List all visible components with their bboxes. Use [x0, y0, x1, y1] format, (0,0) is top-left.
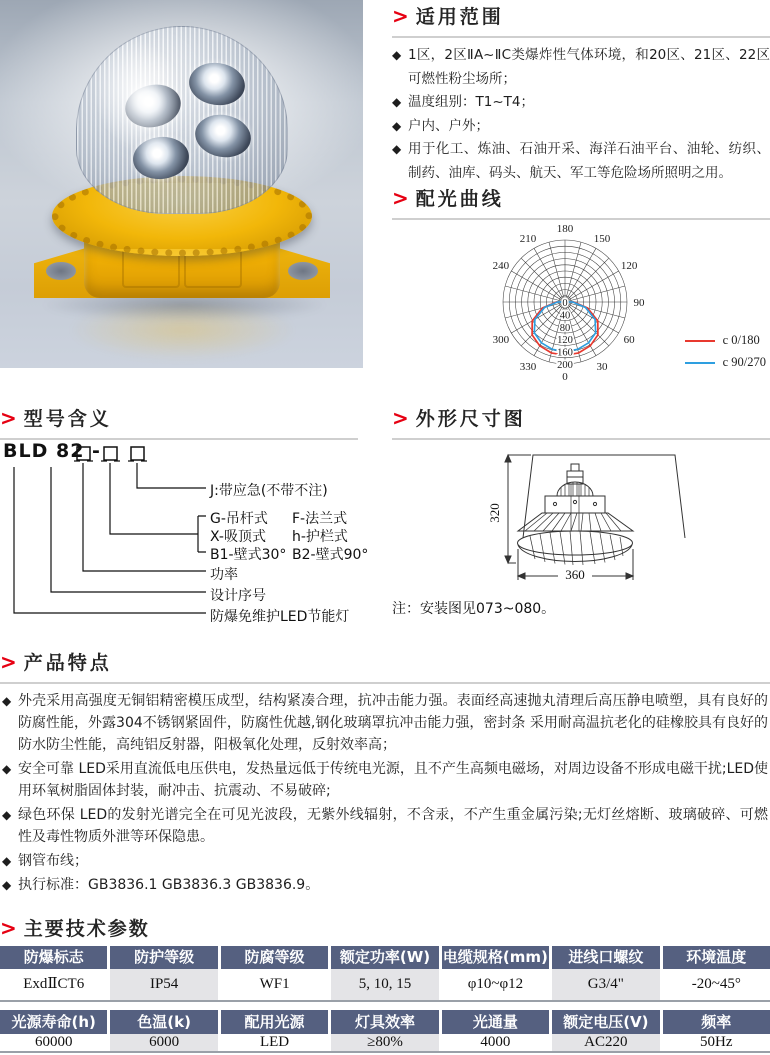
column-header: 进线口螺纹: [552, 946, 659, 969]
arrow-icon: >: [392, 406, 409, 430]
arrow-icon: >: [0, 406, 17, 430]
led-module: [186, 59, 247, 108]
features-title: 产品特点: [23, 652, 112, 674]
chart-legend: [685, 333, 766, 370]
list-item: [2, 804, 768, 848]
table-cell: LED: [259, 1034, 290, 1050]
angle-label: 180: [556, 224, 574, 235]
column-header: 环境温度: [663, 946, 770, 969]
bullet-diamond-icon: ◆: [2, 694, 12, 708]
column-header: 光源寿命(h): [0, 1010, 107, 1034]
model-code-diagram: [0, 440, 390, 645]
installation-note: 注：安装图见073~080。: [392, 601, 556, 617]
model-label-mount: B2-壁式90°: [292, 547, 369, 563]
table-cell: WF1: [259, 976, 290, 992]
model-label-mount: X-吸顶式: [210, 529, 266, 545]
model-label-mount: F-法兰式: [292, 511, 348, 527]
legend-item: [685, 333, 766, 348]
radial-tick-label: 200: [557, 360, 573, 371]
legend-line-blue: [685, 362, 715, 364]
lamp-reflection: [70, 300, 295, 360]
angle-label: 330: [519, 361, 537, 374]
spec-table-1: [0, 946, 770, 1002]
angle-label: 210: [519, 232, 537, 245]
table-header-row: [0, 1010, 770, 1034]
radial-tick-label: 120: [557, 335, 573, 347]
legend-label: c 90/270: [722, 355, 766, 369]
model-label-mount: h-护栏式: [292, 529, 348, 545]
model-title: 型号含义: [23, 408, 112, 430]
angle-label: 30: [596, 361, 608, 374]
list-item: [392, 91, 770, 115]
feature-text: 钢管布线；: [18, 853, 88, 869]
column-header: 电缆规格(mm): [442, 946, 549, 969]
section-title-scope: [392, 2, 770, 38]
scope-text: 户内、户外；: [408, 117, 489, 134]
column-header: 灯具效率: [331, 1010, 438, 1034]
features-list: [2, 690, 768, 898]
dimensions-title: 外形尺寸图: [415, 408, 526, 430]
scope-text: 用于化工、炼油、石油开采、海洋石油平台、油轮、纺织、制药、油库、码头、航天、军工等危险场所照明之用。: [408, 141, 770, 181]
scope-list: [392, 44, 770, 185]
table-cell: 60000: [34, 1034, 73, 1050]
column-header: 防护等级: [110, 946, 217, 969]
legend-line-red: [685, 340, 715, 342]
feature-text: 执行标准：GB3836.1 GB3836.3 GB3836.9。: [18, 877, 320, 893]
column-header: 频率: [663, 1010, 770, 1034]
table-value-row: [0, 1034, 770, 1051]
model-code: BLD 82 -: [3, 440, 101, 462]
table-cell: 50Hz: [700, 1034, 733, 1050]
arrow-icon: >: [392, 4, 409, 28]
bullet-diamond-icon: ◆: [392, 142, 402, 156]
bracket-hole: [288, 262, 318, 280]
list-item: [2, 874, 768, 896]
feature-text: 外壳采用高强度无铜铝精密模压成型，结构紧凑合理，抗冲击能力强。表面经高速抛丸清理后高压静电喷塑，具有良好的防腐性能，外露304不锈钢紧固件，防腐性优越,钢化玻璃罩抗冲击能力强，密封条 采用耐高温抗老化的硅橡胶具有良好的防水防尘性能，高纯铝反射器，阳极氧化处理，反射效率高；: [18, 693, 768, 753]
scope-text: 温度组别：T1~T4；: [408, 94, 534, 110]
bullet-diamond-icon: ◆: [2, 878, 12, 892]
arrow-icon: >: [0, 650, 17, 674]
angle-label: 240: [492, 260, 510, 272]
angle-label: 60: [623, 334, 635, 346]
section-title-dimensions: [392, 404, 770, 440]
angle-label: 0: [562, 371, 568, 383]
list-item: [392, 44, 770, 91]
radial-tick-label: 0: [562, 298, 568, 309]
list-item: [2, 690, 768, 756]
model-label-mount: G-吊杆式: [210, 511, 268, 527]
column-header: 色温(k): [110, 1010, 217, 1034]
arrow-icon: >: [0, 916, 17, 940]
angle-label: 90: [633, 297, 645, 309]
table-cell: ≥80%: [331, 1034, 438, 1051]
product-photo: [0, 0, 363, 368]
section-title-features: [0, 648, 770, 684]
model-label-power: 功率: [210, 567, 238, 583]
angle-label: 300: [492, 334, 510, 346]
column-header: 光通量: [442, 1010, 549, 1034]
bullet-diamond-icon: ◆: [392, 95, 402, 109]
list-item: [2, 758, 768, 802]
angle-label: 120: [620, 260, 638, 272]
table-cell: AC220: [552, 1034, 659, 1051]
radial-tick-label: 160: [557, 347, 573, 359]
bullet-diamond-icon: ◆: [392, 118, 402, 133]
bullet-diamond-icon: ◆: [392, 48, 402, 62]
list-item: [2, 850, 768, 872]
scope-text: 1区，2区ⅡA~ⅡC类爆炸性气体环境，和20区、21区、22区可燃性粉尘场所；: [408, 47, 770, 87]
specs-title: 主要技术参数: [23, 918, 150, 940]
legend-label: c 0/180: [722, 333, 760, 347]
table-cell: 5, 10, 15: [331, 969, 438, 1000]
table-cell: G3/4": [552, 969, 659, 1000]
section-title-specs: [0, 914, 770, 948]
column-header: 额定功率(W): [331, 946, 438, 969]
list-item: [392, 138, 770, 185]
feature-text: 绿色环保 LED的发射光谱完全在可见光波段，无紫外线辐射，不含汞，不产生重金属污染;无灯丝熔断、玻璃破碎、可燃性及毒性物质外泄等环保隐患。: [18, 807, 768, 845]
bullet-diamond-icon: ◆: [2, 808, 12, 822]
bracket-hole: [46, 262, 76, 280]
distribution-title: 配光曲线: [415, 188, 504, 210]
dimension-width: 360: [565, 567, 585, 582]
angle-label: 150: [593, 232, 611, 245]
table-cell: -20~45°: [691, 976, 741, 992]
table-cell: IP54: [110, 969, 217, 1000]
bullet-diamond-icon: ◆: [2, 854, 12, 868]
column-header: 配用光源: [221, 1010, 328, 1034]
column-header: 防爆标志: [0, 946, 107, 969]
arrow-icon: >: [392, 186, 409, 210]
column-header: 额定电压(V): [552, 1010, 659, 1034]
model-label-mount: B1-壁式30°: [210, 547, 287, 563]
table-header-row: [0, 946, 770, 969]
radial-tick-label: 40: [559, 310, 571, 322]
table-cell: 6000: [110, 1034, 217, 1051]
list-item: [392, 115, 770, 139]
bullet-diamond-icon: ◆: [2, 762, 12, 776]
table-cell: 4000: [480, 1034, 511, 1050]
table-cell: ExdⅡCT6: [23, 976, 85, 992]
lamp-dome: [76, 26, 288, 214]
radial-tick-label: 80: [559, 322, 571, 334]
section-title-model: [0, 404, 358, 440]
dimension-height: 320: [487, 503, 502, 523]
spec-table-2: [0, 1010, 770, 1053]
table-value-row: [0, 969, 770, 1000]
legend-item: [685, 355, 766, 370]
table-cell: φ10~φ12: [467, 976, 524, 992]
dimension-drawing: [455, 446, 755, 596]
feature-text: 安全可靠 LED采用直流低电压供电，发热量远低于传统电光源，且不产生高频电磁场，对周边设备不形成电磁干扰;LED使用环氧树脂固体封装，耐冲击、抗震动、不易破碎;: [18, 761, 769, 799]
section-title-distribution: [392, 184, 770, 220]
scope-title: 适用范围: [415, 6, 504, 28]
model-label-product: 防爆免维护LED节能灯: [210, 609, 350, 625]
column-header: 防腐等级: [221, 946, 328, 969]
model-label-serial: 设计序号: [210, 588, 266, 604]
led-module: [192, 110, 254, 161]
model-label-emergency: J:带应急(不带不注): [210, 483, 328, 499]
photometric-chart: [440, 224, 770, 392]
